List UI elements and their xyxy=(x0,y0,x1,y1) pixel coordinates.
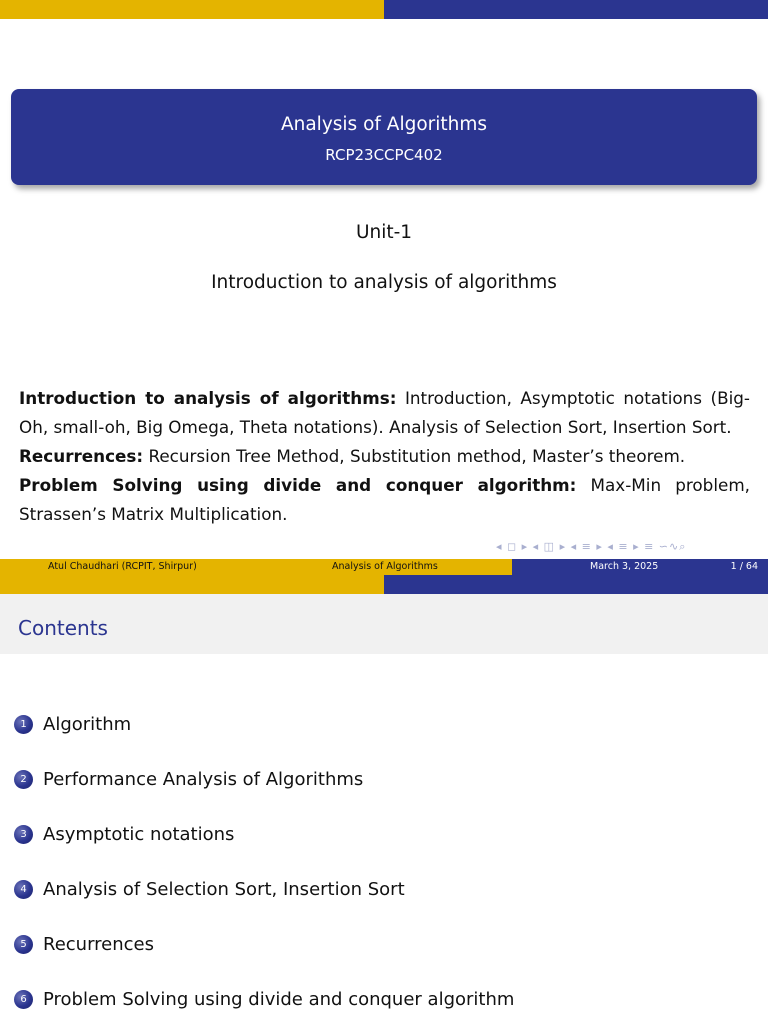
unit-label: Unit-1 xyxy=(355,222,413,243)
toc-item[interactable] xyxy=(14,987,514,1011)
toc-item[interactable] xyxy=(14,932,154,956)
slide2-top-bar-gold xyxy=(0,575,384,594)
syllabus-body: Max-Min problem, Strassen’s Matrix Multiplication. xyxy=(19,475,751,524)
syllabus-body: Recursion Tree Method, Substitution method, Master’s theorem. xyxy=(143,446,686,466)
title-block xyxy=(11,89,757,185)
toc-number-bullet: 6 xyxy=(14,990,33,1009)
syllabus-heading: Problem Solving using divide and conquer algorithm: xyxy=(19,475,577,495)
toc-number-bullet: 5 xyxy=(14,935,33,954)
top-bar-navy xyxy=(384,0,768,19)
toc-label: Analysis of Selection Sort, Insertion Sort xyxy=(43,878,405,900)
toc-label: Asymptotic notations xyxy=(43,823,235,845)
toc-number-bullet: 2 xyxy=(14,770,33,789)
toc-label: Problem Solving using divide and conquer algorithm xyxy=(43,988,515,1010)
slide-title: Analysis of Algorithms xyxy=(280,114,488,135)
toc-number-bullet: 1 xyxy=(14,715,33,734)
syllabus-paragraph xyxy=(19,471,750,529)
footer-left xyxy=(0,559,512,575)
unit-title: Introduction to analysis of algorithms xyxy=(211,272,557,293)
top-bar-gold xyxy=(0,0,384,19)
footer-right xyxy=(512,559,768,575)
toc-item[interactable] xyxy=(14,712,131,736)
beamer-navigation-icons[interactable]: ◂ ◻ ▸ ◂ ◫ ▸ ◂ ≡ ▸ ◂ ≡ ▸ ≡ ∽∿⌕ xyxy=(496,540,687,553)
syllabus-text xyxy=(19,384,750,529)
syllabus-heading: Recurrences: xyxy=(19,446,144,466)
toc-item[interactable] xyxy=(14,877,405,901)
slide2-top-bar-navy xyxy=(384,575,768,594)
toc-label: Algorithm xyxy=(43,713,132,735)
contents-title: Contents xyxy=(18,616,108,640)
toc-label: Performance Analysis of Algorithms xyxy=(43,768,364,790)
footer-page-number: 1 / 64 xyxy=(730,561,758,572)
footer-title: Analysis of Algorithms xyxy=(332,561,438,572)
course-code: RCP23CCPC402 xyxy=(325,146,443,164)
toc-item[interactable] xyxy=(14,822,234,846)
syllabus-paragraph xyxy=(19,384,750,442)
footer-date: March 3, 2025 xyxy=(590,561,659,572)
syllabus-body: Introduction, Asymptotic notations (Big-Oh, small-oh, Big Omega, Theta notations). Analysis of Selection Sort, Insertion Sort. xyxy=(19,388,750,437)
toc-label: Recurrences xyxy=(43,933,154,955)
toc-number-bullet: 3 xyxy=(14,825,33,844)
syllabus-heading: Introduction to analysis of algorithms: xyxy=(19,388,397,408)
toc-number-bullet: 4 xyxy=(14,880,33,899)
footer-author: Atul Chaudhari (RCPIT, Shirpur) xyxy=(48,561,197,572)
syllabus-paragraph xyxy=(19,442,750,471)
toc-item[interactable] xyxy=(14,767,363,791)
contents-header xyxy=(0,594,768,654)
